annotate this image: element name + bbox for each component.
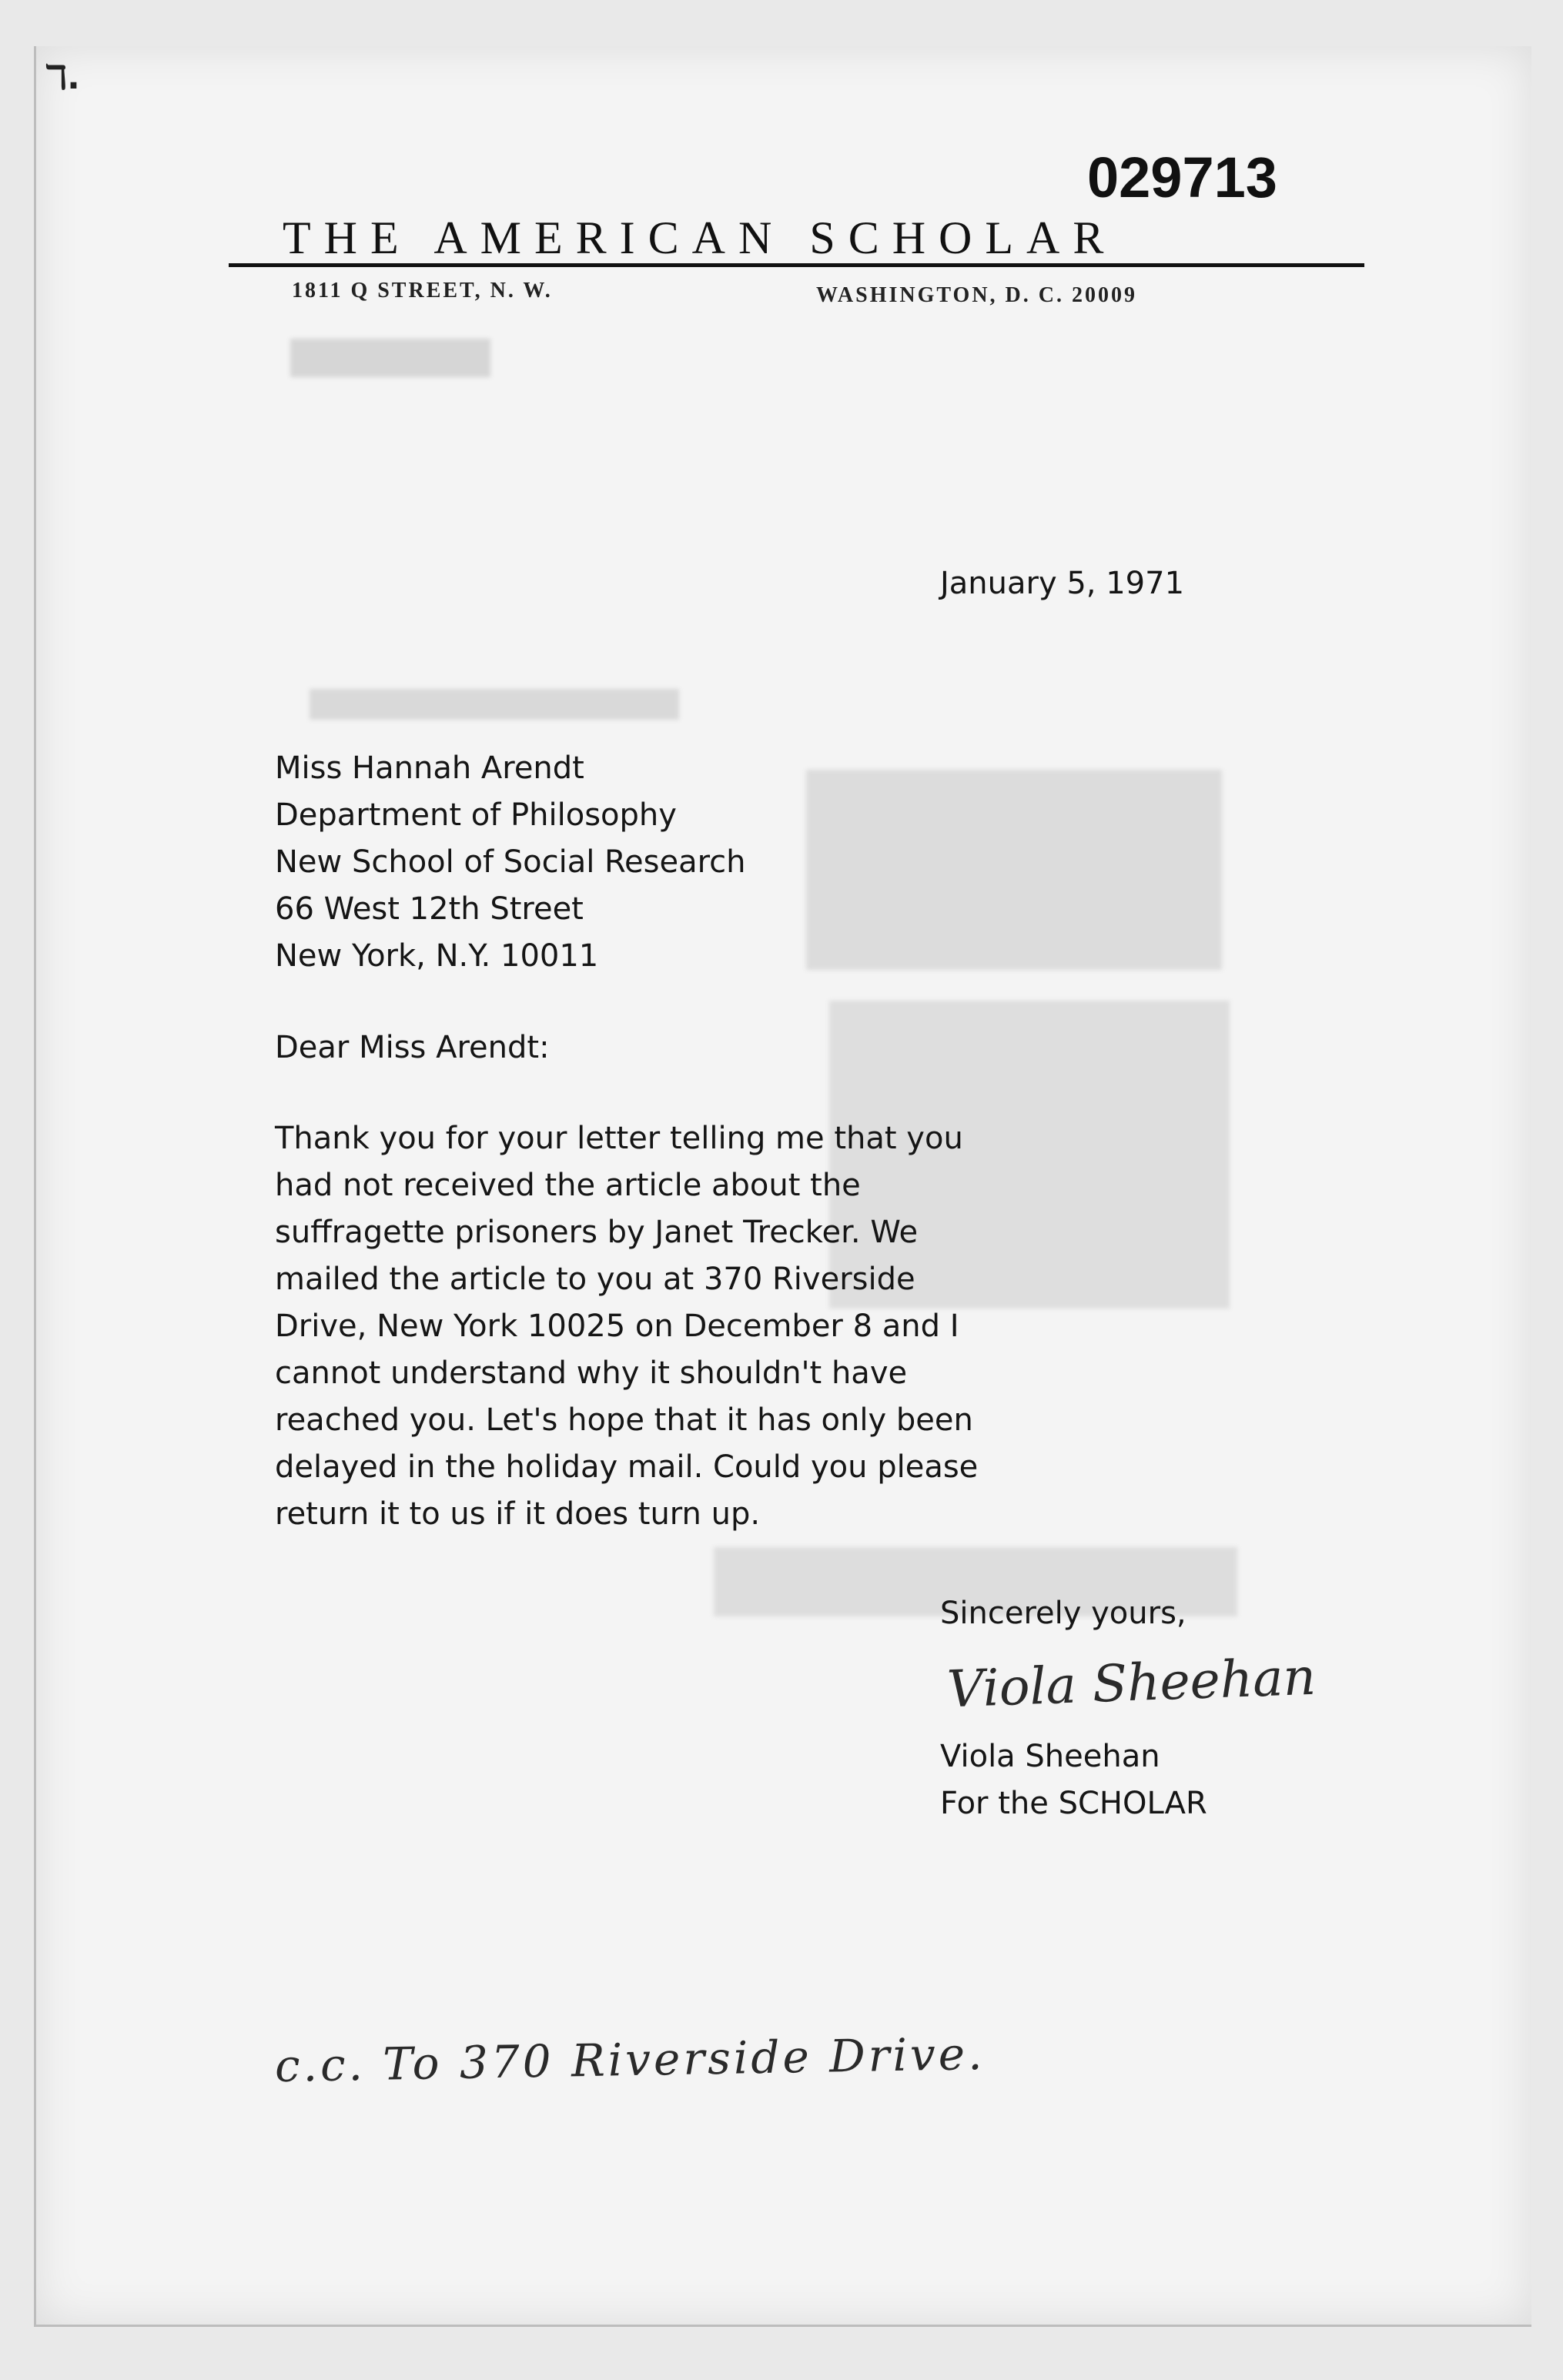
body-line: cannot understand why it shouldn't have: [275, 1355, 908, 1391]
closing: Sincerely yours,: [940, 1596, 1186, 1631]
bleed-through-ghost: [806, 770, 1222, 970]
signature-block: [940, 1733, 1207, 1827]
bleed-through-ghost: [290, 339, 490, 377]
letter-date: January 5, 1971: [940, 566, 1185, 601]
letter-page: [34, 46, 1531, 2327]
recipient-line: 66 West 12th Street: [275, 891, 584, 927]
recipient-line: Miss Hannah Arendt: [275, 750, 584, 786]
body-line: reached you. Let's hope that it has only been: [275, 1402, 973, 1438]
recipient-line: Department of Philosophy: [275, 797, 677, 833]
body-line: return it to us if it does turn up.: [275, 1496, 761, 1532]
handwritten-signature: Viola Sheehan: [945, 1646, 1317, 1720]
signer-name: Viola Sheehan: [940, 1739, 1160, 1774]
letter-body: [275, 1115, 978, 1538]
salutation: Dear Miss Arendt:: [275, 1030, 550, 1065]
letterhead-city: WASHINGTON, D. C. 20009: [816, 283, 1137, 307]
recipient-address: [275, 745, 746, 980]
body-line: suffragette prisoners by Janet Trecker. We: [275, 1215, 919, 1250]
document-number: 029713: [1087, 145, 1277, 209]
letterhead-street: 1811 Q STREET, N. W.: [292, 279, 553, 303]
recipient-line: New School of Social Research: [275, 844, 746, 880]
body-line: Drive, New York 10025 on December 8 and I: [275, 1309, 959, 1344]
bleed-through-ghost: [310, 689, 679, 720]
body-line: delayed in the holiday mail. Could you please: [275, 1449, 979, 1485]
body-line: mailed the article to you at 370 Riverside: [275, 1262, 915, 1297]
signer-title: For the SCHOLAR: [940, 1786, 1207, 1821]
body-line: Thank you for your letter telling me that you: [275, 1121, 963, 1156]
recipient-line: New York, N.Y. 10011: [275, 938, 599, 974]
corner-mark: ℸ.: [44, 58, 80, 97]
body-line: had not received the article about the: [275, 1168, 861, 1203]
letterhead-rule: [229, 263, 1364, 267]
letterhead-title: THE AMERICAN SCHOLAR: [283, 212, 1117, 263]
handwritten-cc-note: c.c. To 370 Riverside Drive.: [274, 2027, 986, 2093]
